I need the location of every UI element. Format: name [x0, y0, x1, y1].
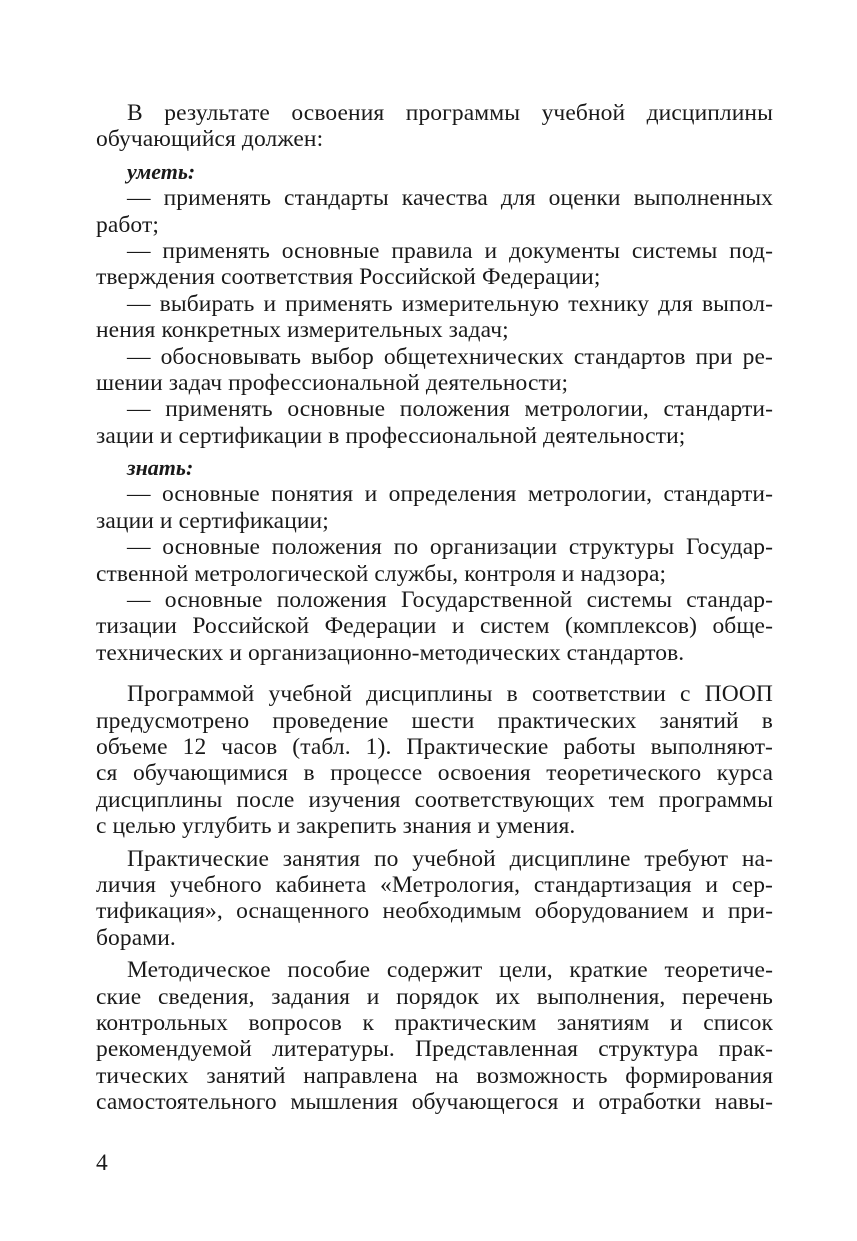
list-item — [96, 238, 773, 291]
text-line: ся обучающимися в процессе освоения теоретического курса — [96, 760, 773, 787]
text-line: дисциплины после изучения соответствующих тем программы — [96, 786, 773, 813]
text-line: борами. — [96, 924, 176, 951]
text-line: работ; — [96, 211, 159, 238]
text-line: тических занятий направлена на возможность формирования — [96, 1062, 773, 1089]
paragraph-classroom — [96, 846, 773, 952]
text-line: — применять основные правила и документы системы под- — [127, 237, 773, 264]
text-line: — основные понятия и определения метрологии, стандарти- — [127, 481, 773, 508]
text-line: тизации Российской Федерации и систем (комплексов) обще- — [96, 613, 773, 640]
text-line: предусмотрено проведение шести практических занятий в — [96, 707, 773, 734]
text-line: с целью углубить и закрепить знания и умения. — [96, 813, 576, 840]
skills-list — [96, 185, 773, 449]
text-line: — применять основные положения метрологии, стандарти- — [127, 396, 773, 423]
text-line: — основные положения Государственной системы стандар- — [127, 587, 773, 614]
text-line: самостоятельного мышления обучающегося и отработки навы- — [96, 1089, 773, 1116]
page-number: 4 — [96, 1150, 108, 1176]
text-line: — обосновывать выбор общетехнических стандартов при ре- — [127, 343, 773, 370]
text-line: зации и сертификации в профессиональной деятельности; — [96, 422, 686, 449]
list-item — [96, 396, 773, 449]
text-line: личия учебного кабинета «Метрология, стандартизация и сер- — [96, 871, 773, 898]
text-line: — выбирать и применять измерительную технику для выпол- — [127, 290, 773, 317]
text-line: В результате освоения программы учебной дисциплины — [127, 100, 773, 126]
text-line: рекомендуемой литературы. Представленная структура прак- — [96, 1036, 773, 1063]
text-line: — применять стандарты качества для оценки выполненных — [127, 185, 773, 212]
text-line: нения конкретных измерительных задач; — [96, 317, 509, 344]
text-line: ственной метрологической службы, контроля и надзора; — [96, 560, 667, 587]
intro-paragraph — [96, 100, 773, 153]
text-line: Практические занятия по учебной дисциплине требуют на- — [127, 845, 773, 872]
list-item — [96, 344, 773, 397]
list-item — [96, 481, 773, 534]
paragraph-practical-program — [96, 681, 773, 839]
page-body — [96, 100, 773, 1115]
text-line: обучающийся должен: — [96, 126, 324, 153]
text-line: технических и организационно-методических стандартов. — [96, 639, 685, 666]
knowledge-list — [96, 481, 773, 666]
text-line: тверждения соответствия Российской Федерации; — [96, 264, 601, 291]
text-line: зации и сертификации; — [96, 507, 329, 534]
text-line: шении задач профессиональной деятельности; — [96, 369, 569, 396]
text-line: ские сведения, задания и порядок их выполнения, перечень — [96, 983, 773, 1010]
list-item — [96, 534, 773, 587]
list-item — [96, 587, 773, 666]
text-line: Программой учебной дисциплины в соответствии с ПООП — [127, 681, 773, 708]
text-line: — основные положения по организации структуры Государ- — [127, 534, 773, 561]
text-line: тификация», оснащенного необходимым оборудованием и при- — [96, 898, 773, 925]
text-line: контрольных вопросов к практическим занятиям и список — [96, 1009, 773, 1036]
knowledge-heading: знать: — [127, 455, 194, 481]
paragraph-manual — [96, 957, 773, 1115]
list-item — [96, 185, 773, 238]
text-line: Методическое пособие содержит цели, краткие теоретиче- — [127, 957, 773, 984]
skills-heading: уметь: — [127, 158, 196, 184]
list-item — [96, 291, 773, 344]
text-line: объеме 12 часов (табл. 1). Практические работы выполняют- — [96, 733, 773, 760]
